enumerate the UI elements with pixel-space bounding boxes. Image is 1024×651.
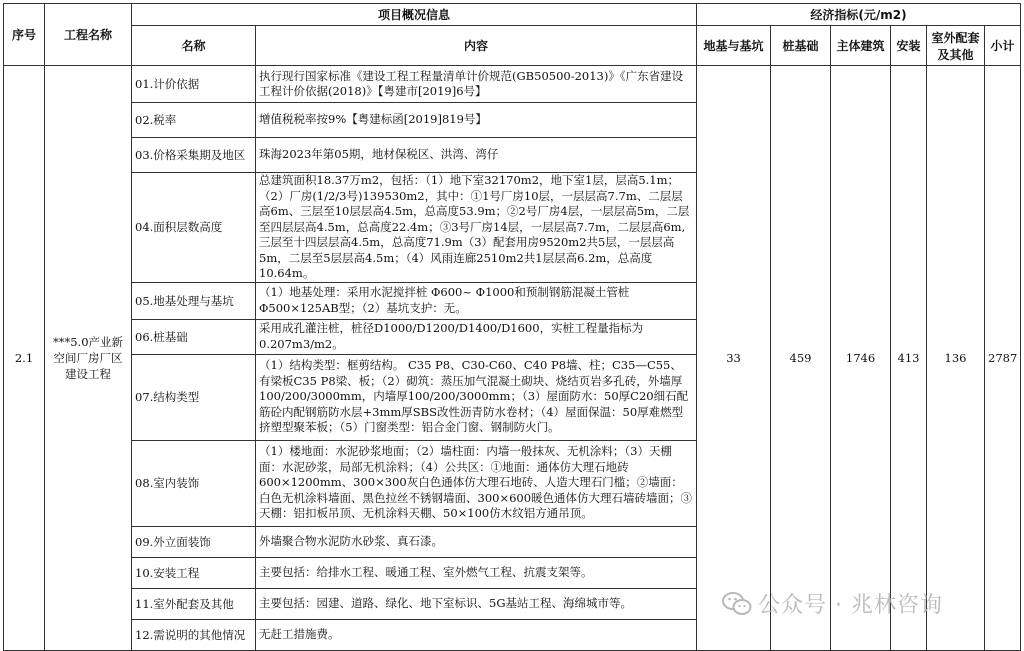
row-content: （1）地基处理：采用水泥搅拌桩 Φ600~ Φ1000和预制钢筋混凝土管桩 Φ500×125AB型；（2）基坑支护：无。 bbox=[256, 282, 697, 319]
header-content-col: 内容 bbox=[256, 26, 697, 66]
header-economic: 经济指标(元/m2) bbox=[697, 4, 1021, 26]
row-name: 07.结构类型 bbox=[132, 354, 256, 440]
header-pile: 桩基础 bbox=[771, 26, 831, 66]
project-seq: 2.1 bbox=[4, 66, 45, 651]
table-row bbox=[4, 66, 1021, 103]
header-main-building: 主体建筑 bbox=[831, 26, 891, 66]
wechat-icon bbox=[722, 591, 752, 617]
indicator-pile: 459 bbox=[771, 66, 831, 651]
row-content: 总建筑面积18.37万m2，包括：（1）地下室32170m2，地下室1层，层高5.1m；（2）厂房(1/2/3号)139530m2，其中：①1号厂房10层，一层层高7.7m、二层层高6m、三层至10层层高4.5m，总高度53.9m；②2号厂房4层，一层层高5m，二层至四层层高4.5m，总高度22.4m；③3号厂房14层，一层层高7.7m，二层层高6m,三层至十四层层高4.5m，总高度71.9m（3）配套用房9520m2共5层，一层层高5m，二层至5层层高4.5m；（4）风雨连廊2510m2共1层层高6.2m，总高度10.64m。 bbox=[256, 173, 697, 283]
row-content: （1）结构类型：框剪结构。 C35 P8、C30-C60、C40 P8墙、柱；C35—C55、有梁板C35 P8梁、板；（2）砌筑：蒸压加气混凝土砌块、烧结页岩多孔砖，外墙厚100/200/3000mm，内墙厚100/200/3000mm；（3）屋面防水：50厚C20细石配筋砼内配钢筋防水层+3mm厚SBS改性沥青防水卷材；（4）屋面保温：50厚难燃型挤塑型聚苯板；（5）门窗类型：铝合金门窗、钢制防火门。 bbox=[256, 354, 697, 440]
row-content: 无赶工措施费。 bbox=[256, 619, 697, 650]
row-name: 03.价格采集期及地区 bbox=[132, 138, 256, 173]
header-foundation: 地基与基坑 bbox=[697, 26, 771, 66]
header-project-name: 工程名称 bbox=[45, 4, 132, 66]
header-subtotal: 小计 bbox=[985, 26, 1021, 66]
watermark-text: 公众号 · 兆林咨询 bbox=[758, 593, 943, 618]
project-cost-table bbox=[3, 3, 1021, 651]
row-content: 主要包括：园建、道路、绿化、地下室标识、5G基站工程、海绵城市等。 bbox=[256, 588, 697, 619]
row-content: 外墙聚合物水泥防水砂浆、真石漆。 bbox=[256, 526, 697, 557]
project-name: ***5.0产业新空间厂房厂区建设工程 bbox=[45, 66, 132, 651]
row-name: 04.面积层数高度 bbox=[132, 173, 256, 283]
header-overview: 项目概况信息 bbox=[132, 4, 697, 26]
indicator-main-building: 1746 bbox=[831, 66, 891, 651]
row-name: 12.需说明的其他情况 bbox=[132, 619, 256, 650]
header-install: 安装 bbox=[891, 26, 927, 66]
row-name: 09.外立面装饰 bbox=[132, 526, 256, 557]
row-content: 珠海2023年第05期，地材保税区、洪湾、湾仔 bbox=[256, 138, 697, 173]
row-name: 10.安装工程 bbox=[132, 557, 256, 588]
row-name: 02.税率 bbox=[132, 103, 256, 138]
row-content: 执行现行国家标准《建设工程工程量清单计价规范(GB50500-2013)》《广东省建设工程计价依据(2018)》【粤建市[2019]6号】 bbox=[256, 66, 697, 103]
row-content: 增值税税率按9%【粤建标函[2019]819号】 bbox=[256, 103, 697, 138]
row-name: 06.桩基础 bbox=[132, 319, 256, 354]
indicator-subtotal: 2787 bbox=[985, 66, 1021, 651]
row-name: 11.室外配套及其他 bbox=[132, 588, 256, 619]
header-row-1 bbox=[4, 4, 1021, 26]
header-outdoor: 室外配套及其他 bbox=[927, 26, 985, 66]
watermark bbox=[722, 588, 943, 619]
indicator-outdoor: 136 bbox=[927, 66, 985, 651]
row-content: 主要包括：给排水工程、暖通工程、室外燃气工程、抗震支架等。 bbox=[256, 557, 697, 588]
row-name: 08.室内装饰 bbox=[132, 440, 256, 526]
row-content: （1）楼地面：水泥砂浆地面；（2）墙柱面：内墙一般抹灰、无机涂料；（3）天棚面：水泥砂浆，局部无机涂料；（4）公共区：①地面：通体仿大理石地砖600×1200mm、300×300灰白色通体仿大理石地砖、人造大理石门槛；②墙面：白色无机涂料墙面、黑色拉丝不锈钢墙面、300×600暖色通体仿大理石墙砖墙面；③天棚：铝扣板吊顶、无机涂料天棚、50×100仿木纹铝方通吊顶。 bbox=[256, 440, 697, 526]
header-name-col: 名称 bbox=[132, 26, 256, 66]
header-seq: 序号 bbox=[4, 4, 45, 66]
indicator-foundation: 33 bbox=[697, 66, 771, 651]
row-name: 05.地基处理与基坑 bbox=[132, 282, 256, 319]
row-content: 采用成孔灌注桩，桩径D1000/D1200/D1400/D1600，实桩工程量指标为0.207m3/m2。 bbox=[256, 319, 697, 354]
row-name: 01.计价依据 bbox=[132, 66, 256, 103]
indicator-install: 413 bbox=[891, 66, 927, 651]
header-row-2 bbox=[4, 26, 1021, 66]
